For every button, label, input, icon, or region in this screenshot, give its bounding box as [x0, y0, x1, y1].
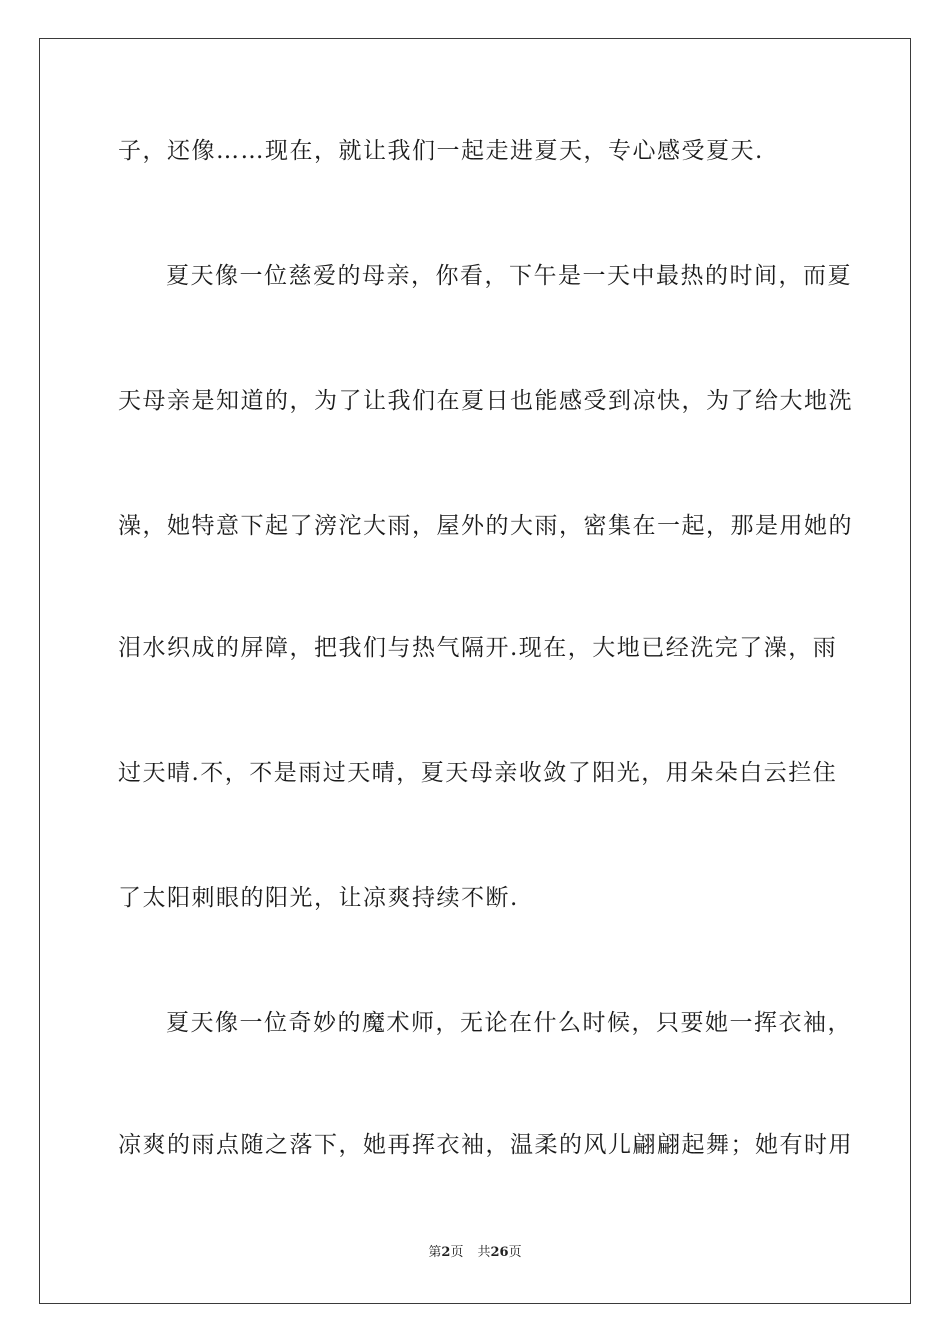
- total-prefix: 共: [477, 1245, 491, 1260]
- text-line-8: 夏天像一位奇妙的魔术师，无论在什么时候，只要她一挥衣袖，: [166, 1010, 852, 1036]
- page-suffix: 页: [450, 1245, 464, 1260]
- text-line-2: 夏天像一位慈爱的母亲，你看，下午是一天中最热的时间，而夏: [166, 263, 852, 289]
- page-number: 2: [441, 1245, 451, 1260]
- text-line-5: 泪水织成的屏障，把我们与热气隔开.现在，大地已经洗完了澡，雨: [118, 635, 838, 661]
- text-line-6: 过天晴.不，不是雨过天晴，夏天母亲收敛了阳光，用朵朵白云拦住: [118, 760, 838, 786]
- page-border: [39, 38, 911, 1304]
- total-pages: 26: [490, 1245, 509, 1260]
- page-prefix: 第: [428, 1245, 442, 1260]
- page-footer: [0, 1244, 950, 1262]
- text-line-9: 凉爽的雨点随之落下，她再挥衣袖，温柔的风儿翩翩起舞；她有时用: [118, 1132, 853, 1158]
- text-line-4: 澡，她特意下起了滂沱大雨，屋外的大雨，密集在一起，那是用她的: [118, 513, 853, 539]
- text-line-3: 天母亲是知道的，为了让我们在夏日也能感受到凉快，为了给大地洗: [118, 388, 853, 414]
- text-line-1: 子，还像……现在，就让我们一起走进夏天，专心感受夏天.: [118, 138, 764, 164]
- total-suffix: 页: [508, 1245, 522, 1260]
- text-line-7: 了太阳刺眼的阳光，让凉爽持续不断.: [118, 885, 519, 911]
